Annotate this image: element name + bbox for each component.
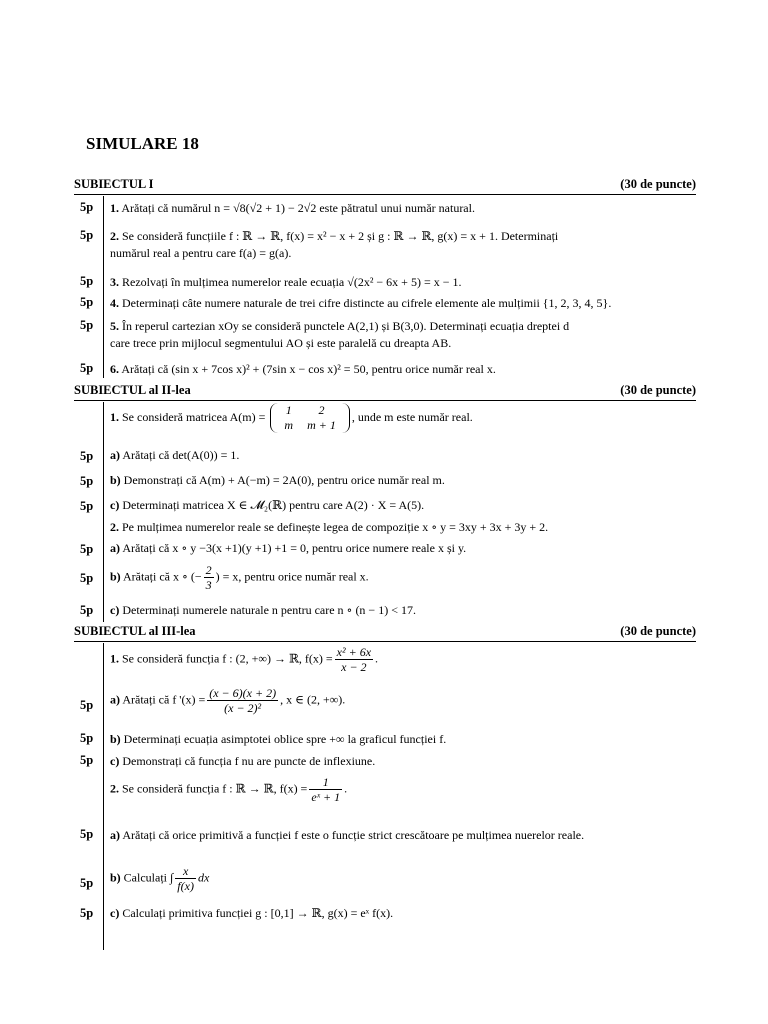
matrix: 1 2 m m + 1 xyxy=(270,403,349,433)
fraction: $\frac{2}{3}$ xyxy=(205,563,212,592)
section-title: SUBIECTUL I xyxy=(74,177,154,191)
section-header-3 xyxy=(74,624,696,642)
section-divider-line xyxy=(103,402,104,622)
exercise-item: b) Calculați ∫ $\frac{x}{f(x)}$ dx xyxy=(110,864,210,893)
page-title: SIMULARE 18 xyxy=(86,134,199,153)
points-label: 5p xyxy=(80,698,94,712)
points-label: 5p xyxy=(80,731,94,745)
points-label: 5p xyxy=(80,318,94,332)
section-header-2 xyxy=(74,383,696,401)
exercise-item: b) Determinați ecuația asimptotei oblice spre +∞ la graficul funcției f. xyxy=(110,732,447,746)
exercise-item: b) Arătați că x ∘ (− $\frac{2}{3}$ ) = x, pentru orice număr real x. xyxy=(110,563,369,592)
points-label: 5p xyxy=(80,295,94,309)
section-points: (30 de puncte) xyxy=(620,383,696,397)
fraction: $\frac{1}{\text{eˣ + 1}}$ xyxy=(311,775,341,804)
exercise-item: b) Demonstrați că A(m) + A(−m) = 2A(0), pentru orice număr real m. xyxy=(110,473,445,487)
exercise-item: 4. Determinați câte numere naturale de trei cifre distincte au cifrele elemente ale mulțimii {1, 2, 3, 4, 5}. xyxy=(110,296,612,310)
exercise-item: a) Arătați că orice primitivă a funcției f este o funcție strict crescătoare pe mulțimea nuerelor reale. xyxy=(110,828,585,842)
exercise-item: 1. Se consideră matricea A(m) = 1 2 m m + 1 , unde m este număr real. xyxy=(110,403,473,432)
fraction: $\frac{(x - 6)(x + 2)}{\text{(x − 2)²}}$ xyxy=(209,686,277,715)
points-label: 5p xyxy=(80,200,94,214)
section-divider-line xyxy=(103,196,104,378)
points-label: 5p xyxy=(80,449,94,463)
section-points: (30 de puncte) xyxy=(620,624,696,638)
points-label: 5p xyxy=(80,542,94,556)
exercise-item: 1. Se consideră funcția f : (2, +∞) → ℝ, f(x) = $\frac{\text{x² + 6x}}{x - 2}$ . xyxy=(110,645,379,674)
exercise-item: a) Arătați că det(A(0)) = 1. xyxy=(110,448,240,462)
points-label: 5p xyxy=(80,274,94,288)
exercise-item: a) Arătați că x ∘ y −3(x +1)(y +1) +1 = 0, pentru orice numere reale x și y. xyxy=(110,541,467,555)
points-label: 5p xyxy=(80,906,94,920)
exercise-item: c) Determinați numerele naturale n pentru care n ∘ (n − 1) < 17. xyxy=(110,603,416,617)
points-label: 5p xyxy=(80,361,94,375)
exercise-item: c) Demonstrați că funcția f nu are puncte de inflexiune. xyxy=(110,754,376,768)
points-label: 5p xyxy=(80,827,94,841)
points-label: 5p xyxy=(80,753,94,767)
section-title: SUBIECTUL al II-lea xyxy=(74,383,191,397)
points-label: 5p xyxy=(80,474,94,488)
section-title: SUBIECTUL al III-lea xyxy=(74,624,196,638)
exercise-item: 5. În reperul cartezian xOy se consideră punctele A(2,1) și B(3,0). Determinați ecuația dreptei d care trece prin mijlocul segmentului AO și este paralelă cu dreapta AB. xyxy=(110,319,570,350)
exercise-item: 2. Se consideră funcția f : ℝ → ℝ, f(x) = $\frac{1}{\text{eˣ + 1}}$ . xyxy=(110,775,348,804)
points-label: 5p xyxy=(80,571,94,585)
points-label: 5p xyxy=(80,499,94,513)
section-divider-line xyxy=(103,643,104,950)
points-label: 5p xyxy=(80,603,94,617)
exercise-item: 6. Arătați că (sin x + 7cos x)² + (7sin x − cos x)² = 50, pentru orice număr real x. xyxy=(110,362,496,376)
exercise-item: 2. Pe mulțimea numerelor reale se definește legea de compoziție x ∘ y = 3xy + 3x + 3y + 2. xyxy=(110,520,549,534)
points-label: 5p xyxy=(80,228,94,242)
exercise-item: 3. Rezolvați în mulțimea numerelor reale ecuația √(2x² − 6x + 5) = x − 1. xyxy=(110,275,462,289)
exercise-item: 1. Arătați că numărul n = √8(√2 + 1) − 2√2 este pătratul unui număr natural. xyxy=(110,201,475,215)
exercise-item: a) Arătați că f '(x) = $\frac{(x - 6)(x + 2)}{\text{(x − 2)²}}$ , x ∈ (2, +∞). xyxy=(110,686,346,715)
exercise-item: c) Calculați primitiva funcției g : [0,1] → ℝ, g(x) = eˣ f(x). xyxy=(110,906,394,920)
section-points: (30 de puncte) xyxy=(620,177,696,191)
exercise-item: 2. Se consideră funcțiile f : ℝ → ℝ, f(x) = x² − x + 2 și g : ℝ → ℝ, g(x) = x + 1. Determinați numărul real a pentru care f(a) = g(a). xyxy=(110,229,559,260)
exercise-item: c) Determinați matricea X ∈ 𝓜₂(ℝ) pentru care A(2) · X = A(5). xyxy=(110,498,425,512)
fraction: $\frac{x}{f(x)}$ xyxy=(177,864,194,893)
section-header-1 xyxy=(74,177,696,195)
points-label: 5p xyxy=(80,876,94,890)
fraction: $\frac{\text{x² + 6x}}{x - 2}$ xyxy=(336,645,372,674)
